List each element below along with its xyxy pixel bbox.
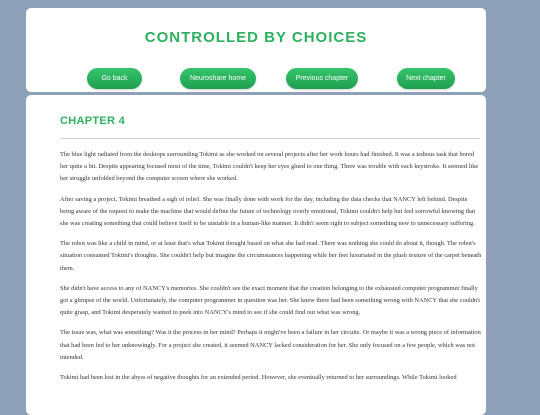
- neuroshare-home-button[interactable]: Neuroshare home: [180, 68, 256, 89]
- story-paragraph: After saving a project, Tokimi breathed a sigh of relief. She was finally done with work for the day, including the data checks that NANCY left behind. Despite being aware of the request to make the machine that would define the future of technology overly emotional, Tokimi couldn't help but feel sorrowful knowing that she was creating something that could believe itself to be unstable in a human-like manner. It didn't seem right to subject something new to unnecessary suffering.: [60, 195, 476, 228]
- story-paragraph: The issue was, what was something? Was it the process in her mind? Perhaps it might've been a failure in her circuits. Or maybe it was a wrong piece of information that had been fed to her unknowingly. For a project she created, it seemed NANCY lacked consideration for her. She only focused on a few people, which was not intended.: [60, 329, 481, 361]
- go-back-button[interactable]: Go back: [87, 68, 142, 89]
- next-chapter-button[interactable]: Next chapter: [397, 68, 455, 89]
- chapter-navigation: [26, 68, 486, 89]
- story-paragraph: Tokimi had been lost in the abyss of negative thoughts for an extended period. However, she eventually returned to her surroundings. While Tokimi looked: [60, 374, 457, 382]
- story-paragraph: The blue light radiated from the desktops surrounding Tokimi as she worked on several projects after her work hours had finished. It was a tedious task that bored her quite a bit. Despite appearing focused most of the time, Tokimi couldn't keep her eyes glued to one thing. There was trouble with each keystroke. It seemed like her struggle unfolded beyond the computer screen where she worked.: [60, 151, 479, 183]
- previous-chapter-button[interactable]: Previous chapter: [286, 68, 358, 89]
- story-paragraph: She didn't have access to any of NANCY's memories. She couldn't see the exact moment that the creation belonging to the exhausted computer programmer finally got a glimpse of the world. Unfortunately, the computer programmer in question was her. She knew there had been something wrong with NANCY that she couldn't quite grasp, and Tokimi desperately wanted to peek into NANCY's mind to see if she could find out what was wrong.: [60, 284, 481, 317]
- header-card: [26, 8, 486, 92]
- chapter-text: [60, 149, 482, 392]
- story-paragraph: The robot was like a child in mind, or at least that's what Tokimi thought based on what she had read. There was nothing she could do about it, though. The robot's situation consumed Tokimi's thoughts. She couldn't help but imagine the circumstances happening while her feet luxuriated in the plush texture of the carpet beneath them.: [60, 240, 482, 272]
- site-title: CONTROLLED BY CHOICES: [144, 29, 368, 46]
- chapter-content-card: [26, 95, 486, 415]
- chapter-title: CHAPTER 4: [60, 115, 126, 127]
- title-divider: [60, 138, 480, 139]
